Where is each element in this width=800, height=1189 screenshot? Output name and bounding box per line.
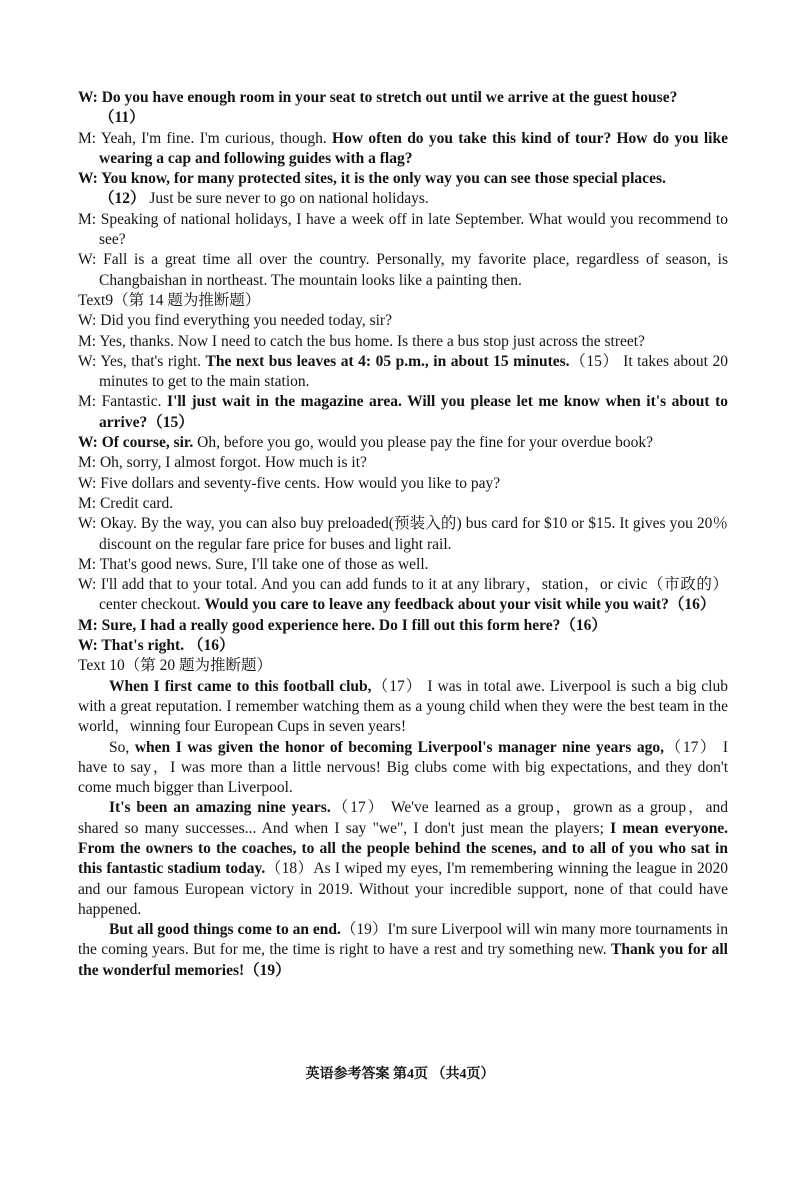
speaker: W: (78, 251, 104, 269)
dialogue-text: That's good news. Sure, I'll take one of those as well. (99, 555, 429, 573)
dialogue-text: Just be sure never to go on national holidays. (145, 190, 429, 208)
dialogue-line (78, 474, 728, 494)
speaker: M: (78, 210, 101, 228)
speaker: W: (78, 352, 101, 370)
key-sentence: Of course, sir. (101, 434, 194, 452)
key-sentence: Thank you for all the wonderful memories!（19） (78, 941, 728, 979)
speaker: M: (78, 393, 102, 411)
dialogue-text: （15） It takes about 20 minutes to get to the main station. (99, 352, 728, 391)
key-sentence: When I first came to this football club, (109, 677, 372, 695)
key-sentence: Do you have enough room in your seat to stretch out until we arrive at the guest house? (101, 89, 678, 106)
key-sentence: I'll just wait in the magazine area. Will you please let me know when it's about to arrive?（15） (99, 393, 729, 431)
speaker: W: (78, 515, 101, 533)
speaker: W: (78, 312, 101, 330)
dialogue-text: Fantastic. (101, 393, 168, 411)
page-footer: 英语参考答案 第4页 （共4页） (305, 1067, 495, 1082)
dialogue-line (78, 311, 728, 331)
monologue-paragraph (78, 920, 728, 981)
paragraph-text: So, (109, 738, 135, 756)
dialogue-line (78, 210, 728, 251)
dialogue-line (78, 636, 728, 656)
dialogue-text: Yes, thanks. Now I need to catch the bus home. Is there a bus stop just across the street? (99, 332, 645, 350)
monologue-paragraph (78, 677, 728, 738)
monologue-paragraph (78, 738, 728, 799)
key-sentence: How often do you take this kind of tour? How do you like wearing a cap and following guides with a flag? (99, 129, 728, 167)
speaker: W: (78, 434, 102, 452)
dialogue-line (78, 555, 728, 575)
paragraph-text: （17） I have to say，I was more than a little nervous! Big clubs come with big expectations, and they don't come much bigger than Liverpool. (78, 738, 728, 797)
dialogue-text: Speaking of national holidays, I have a week off in late September. What would you recommend to see? (99, 210, 728, 249)
text10-heading: Text 10（第 20 题为推断题） (78, 657, 272, 675)
key-sentence: when I was given the honor of becoming Liverpool's manager nine years ago, (134, 738, 664, 756)
dialogue-text: Five dollars and seventy-five cents. How would you like to pay? (100, 474, 501, 492)
speaker: M: (78, 332, 100, 350)
speaker: M: (78, 494, 100, 512)
key-sentence: You know, for many protected sites, it is the only way you can see those special places. (101, 170, 666, 188)
dialogue-line (78, 169, 728, 210)
dialogue-text: Credit card. (99, 494, 174, 512)
dialogue-text: Yeah, I'm fine. I'm curious, though. (100, 129, 333, 147)
dialogue-line (78, 616, 728, 636)
key-sentence: The next bus leaves at 4: 05 p.m., in about 15 minutes. (205, 352, 570, 370)
dialogue-text: Fall is a great time all over the country. Personally, my favorite place, regardless of season, is Changbaishan in northeast. The mountain looks like a painting then. (99, 251, 728, 289)
dialogue-line (78, 453, 728, 473)
dialogue-text: I'll add that to your total. And you can add funds to it at any library，station，or civic（市政的） center checkout. (99, 576, 728, 614)
paragraph-text: （17） We've learned as a group，grown as a group，and shared so many successes... And when I say "we", I don't just mean the players; (78, 799, 728, 837)
speaker: W: (78, 576, 101, 594)
dialogue-text: Yes, that's right. (100, 352, 206, 370)
speaker: W: (78, 89, 102, 106)
dialogue-text: Okay. By the way, you can also buy preloaded(预装入的) bus card for $10 or $15. It gives you 20％ discount on the regular fare price for buses and light rail. (99, 515, 728, 553)
key-sentence: It's been an amazing nine years. (109, 799, 331, 817)
dialogue-line (78, 352, 728, 393)
speaker: M: (78, 555, 100, 573)
dialogue-line (78, 514, 728, 555)
dialogue-line (78, 332, 728, 352)
paragraph-text: （18）As I wiped my eyes, I'm remembering winning the league in 2020 and our famous European victory in 2019. Without your incredible support, none of that could have happened. (78, 860, 728, 918)
key-sentence: Sure, I had a really good experience here. Do I fill out this form here?（16） (101, 616, 607, 634)
key-sentence: I mean everyone. From the owners to the coaches, to all the people behind the scenes, and to all of you who sat in this fantastic stadium today. (78, 819, 728, 878)
dialogue-line (78, 250, 728, 291)
speaker: M: (78, 129, 101, 147)
dialogue-text: Oh, before you go, would you please pay the fine for your overdue book? (193, 434, 653, 452)
paragraph-text: （19）I'm sure Liverpool will win many more tournaments in the coming years. But for me, the time is right to have a rest and try something new. (78, 921, 729, 959)
key-sentence: But all good things come to an end. (109, 921, 341, 939)
dialogue-text: Did you find everything you needed today, sir? (100, 312, 392, 330)
text9-heading: Text9（第 14 题为推断题） (78, 291, 261, 309)
speaker: W: (78, 637, 102, 655)
dialogue-line (78, 129, 728, 170)
dialogue-line (78, 392, 728, 433)
dialogue-line (78, 494, 728, 514)
speaker: M: (78, 616, 102, 634)
question-mark: （12） (99, 190, 146, 208)
speaker: W: (78, 170, 102, 188)
dialogue-text: Oh, sorry, I almost forgot. How much is it? (99, 454, 367, 472)
key-sentence: Would you care to leave any feedback about your visit while you wait?（16） (204, 596, 716, 614)
dialogue-line (78, 433, 728, 453)
paragraph-text: （17） I was in total awe. Liverpool is such a big club with a great reputation. I remember watching them as a young child when they were the best team in the world，winning four European Cups in seven years! (78, 677, 728, 736)
dialogue-line (78, 575, 728, 616)
question-mark: （11） (99, 109, 145, 127)
answer-content (78, 88, 728, 981)
monologue-paragraph (78, 798, 728, 920)
speaker: W: (78, 474, 101, 492)
dialogue-line (78, 88, 728, 129)
speaker: M: (78, 454, 100, 472)
key-sentence: That's right. （16） (101, 637, 235, 655)
